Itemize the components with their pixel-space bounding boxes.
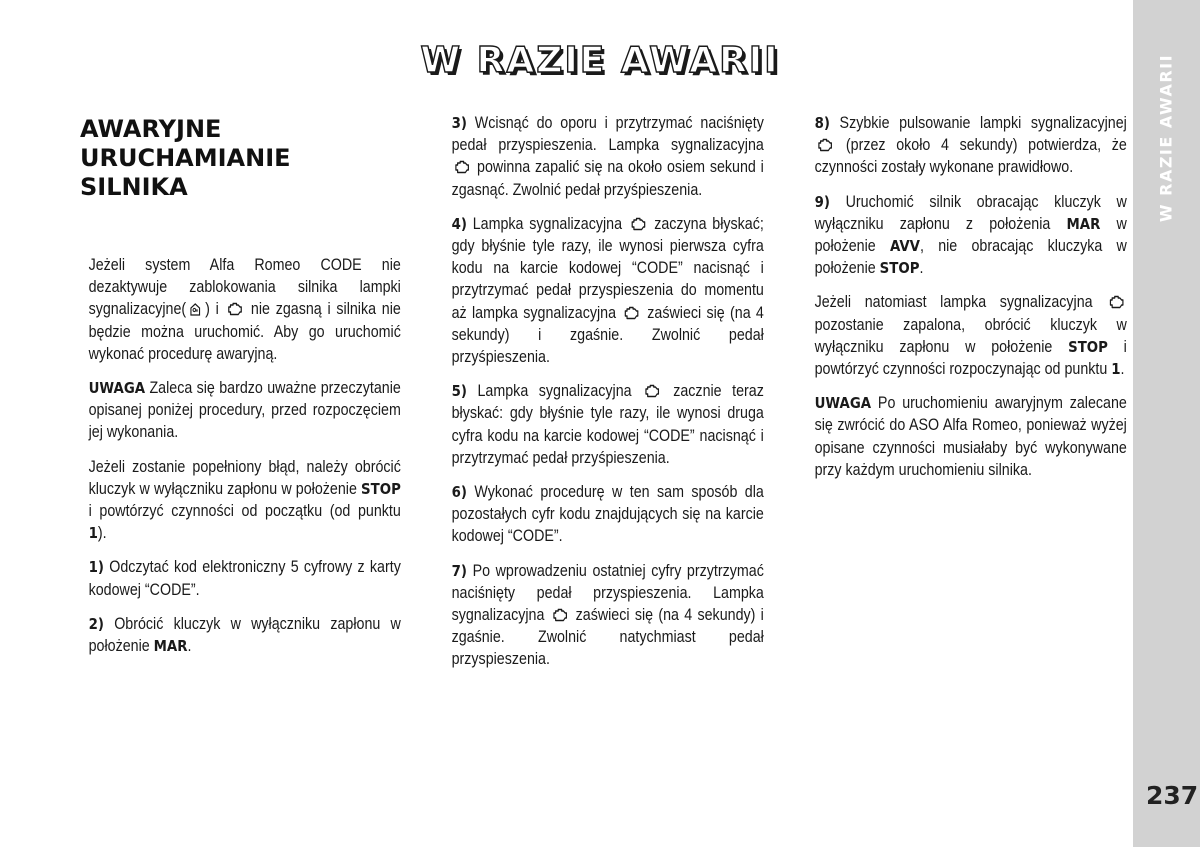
column-3 <box>806 112 1127 493</box>
step-8-text-1: Szybkie pulsowanie lampki sygnalizacyjnej <box>829 113 1127 132</box>
note-text-1: Zaleca się bardzo uważne przeczytanie opisanej poniżej procedury, przed rozpoczęciem jej wykonania. <box>88 378 401 442</box>
engine-warning-icon <box>227 302 242 316</box>
step-ref-1: 1 <box>1111 360 1121 379</box>
error-paragraph <box>80 456 401 545</box>
step-1 <box>80 556 401 600</box>
engine-warning-icon <box>817 138 832 152</box>
step-8-text-2: (przez około 4 sekundy) potwierdza, że czynności zostały wykonane prawidłowo. <box>814 135 1127 177</box>
mar-keyword: MAR <box>1066 214 1101 233</box>
step-7-text-1: Po wprowadzeniu ostatniej cyfry przytrzymać naciśnięty pedał przyspieszenia. Lampka sygnalizacyjna <box>451 560 764 625</box>
still-lit-paragraph <box>806 291 1127 380</box>
still-lit-text-3: i powtórzyć czynności rozpoczynając od punktu <box>814 336 1127 379</box>
section-heading-line-2: URUCHAMIANIE <box>80 144 291 172</box>
step-6-number: 6) <box>451 483 467 502</box>
section-heading-line-3: SILNIKA <box>80 173 188 201</box>
note-label-2: UWAGA <box>814 394 872 413</box>
intro-text-2: ) i <box>205 299 225 319</box>
note-label-1: UWAGA <box>88 379 146 398</box>
still-lit-text-1: Jeżeli natomiast lampka sygnalizacyjna <box>814 292 1107 312</box>
still-lit-text-2: pozostanie zapalona, obrócić kluczyk w wyłączniku zapłonu w położenie <box>814 314 1127 356</box>
step-9-text-3: , nie obracając kluczyka w położenie <box>814 236 1127 278</box>
page-number: 237 <box>1146 781 1199 810</box>
avv-keyword: AVV <box>889 237 920 256</box>
step-5-number: 5) <box>451 382 467 401</box>
error-text-2: i powtórzyć czynności od początku (od punktu <box>88 501 401 521</box>
page-title: W RAZIE AWARII <box>420 40 780 81</box>
stop-keyword: STOP <box>1068 337 1108 356</box>
step-5 <box>443 380 764 469</box>
engine-warning-icon <box>552 608 567 622</box>
step-2 <box>80 613 401 657</box>
still-lit-end: . <box>1120 359 1125 379</box>
step-2-text: Obrócić kluczyk w wyłączniku zapłonu w położenie <box>88 613 401 656</box>
step-9-end: . <box>919 258 924 278</box>
step-3-text-1: Wcisnąć do oporu i przytrzymać naciśnięty pedał przyspieszenia. Lampka sygnalizacyjna <box>451 113 764 155</box>
step-4-text-1: Lampka sygnalizacyjna <box>466 213 628 233</box>
engine-warning-icon <box>645 384 660 398</box>
engine-warning-icon <box>624 306 639 320</box>
step-1-number: 1) <box>88 558 104 577</box>
step-8-number: 8) <box>814 114 830 132</box>
step-8 <box>806 112 1127 179</box>
step-4-number: 4) <box>451 214 467 233</box>
step-6 <box>443 481 764 548</box>
step-4-text-3: zaświeci się (na 4 sekundy) i zgaśnie. Zwolnić pedał przyśpieszenia. <box>451 302 764 367</box>
mar-keyword: MAR <box>153 637 188 656</box>
step-4 <box>443 213 764 368</box>
step-9-number: 9) <box>814 192 830 211</box>
note-paragraph-2 <box>806 392 1127 481</box>
engine-warning-icon <box>630 217 645 231</box>
step-3-number: 3) <box>451 114 467 132</box>
section-heading <box>80 112 393 202</box>
step-3-text-2: powinna zapalić się na około osiem sekund i zgasnąć. Zwolnić pedał przyśpieszenia. <box>451 157 764 199</box>
column-1 <box>80 112 401 669</box>
section-heading-line-1: AWARYJNE <box>80 115 222 143</box>
step-7 <box>443 560 764 671</box>
step-5-text-1: Lampka sygnalizacyjna <box>466 381 643 401</box>
stop-keyword: STOP <box>879 259 920 278</box>
engine-warning-icon <box>1109 295 1124 309</box>
intro-paragraph <box>80 254 401 365</box>
intro-text-3: nie zgasną i silnika nie będzie można uruchomić. Aby go uruchomić wykonać procedurę awaryjną. <box>88 299 401 363</box>
note-paragraph-1 <box>80 377 401 444</box>
error-text-1: Jeżeli zostanie popełniony błąd, należy obrócić kluczyk w wyłączniku zapłonu w położenie <box>88 456 401 498</box>
stop-keyword: STOP <box>361 479 401 498</box>
step-3 <box>443 112 764 201</box>
column-2 <box>443 112 764 683</box>
error-text-3: ). <box>97 523 107 543</box>
step-ref-1: 1 <box>88 524 98 543</box>
step-1-text: Odczytać kod elektroniczny 5 cyfrowy z karty kodowej “CODE”. <box>88 557 401 599</box>
step-7-text-2: zaświeci się (na 4 sekundy) i zgaśnie. Zwolnić natychmiast pedał przyspieszenia. <box>451 605 764 669</box>
note-text-2: Po uruchomieniu awaryjnym zalecane się zwrócić do ASO Alfa Romeo, ponieważ wyżej opisane czynności musiałaby być wykonywane przy każdym uruchomieniu silnika. <box>814 393 1127 479</box>
side-tab-label: W RAZIE AWARII <box>1156 53 1176 223</box>
step-9-text-1: Uruchomić silnik obracając kluczyk w wyłączniku zapłonu z położenia <box>814 191 1127 233</box>
immobilizer-key-icon <box>189 301 203 316</box>
step-2-end: . <box>187 636 192 656</box>
step-2-number: 2) <box>88 614 104 633</box>
engine-warning-icon <box>454 160 469 174</box>
intro-text-1: Jeżeli system Alfa Romeo CODE nie dezaktywuje zablokowania silnika lampki sygnalizacyjne( <box>88 255 401 319</box>
step-9-text-2: w położenie <box>814 213 1127 256</box>
step-9 <box>806 191 1127 280</box>
step-7-number: 7) <box>451 561 467 580</box>
step-6-text: Wykonać procedurę w ten sam sposób dla pozostałych cyfr kodu znajdujących się na karcie kodowej “CODE”. <box>451 482 764 546</box>
step-5-text-2: zacznie teraz błyskać: gdy błyśnie tyle razy, ile wynosi druga cyfra kodu na karcie kodowej “CODE” nacisnąć i przytrzymać pedał przyśpieszenia. <box>451 381 764 467</box>
step-4-text-2: zaczyna błyskać; gdy błyśnie tyle razy, ile wynosi pierwsza cyfra kodu na karcie kodowej “CODE” nacisnąć i przytrzymać pedał przyspieszenia do momentu aż lampka sygnalizacyjna <box>451 213 764 322</box>
